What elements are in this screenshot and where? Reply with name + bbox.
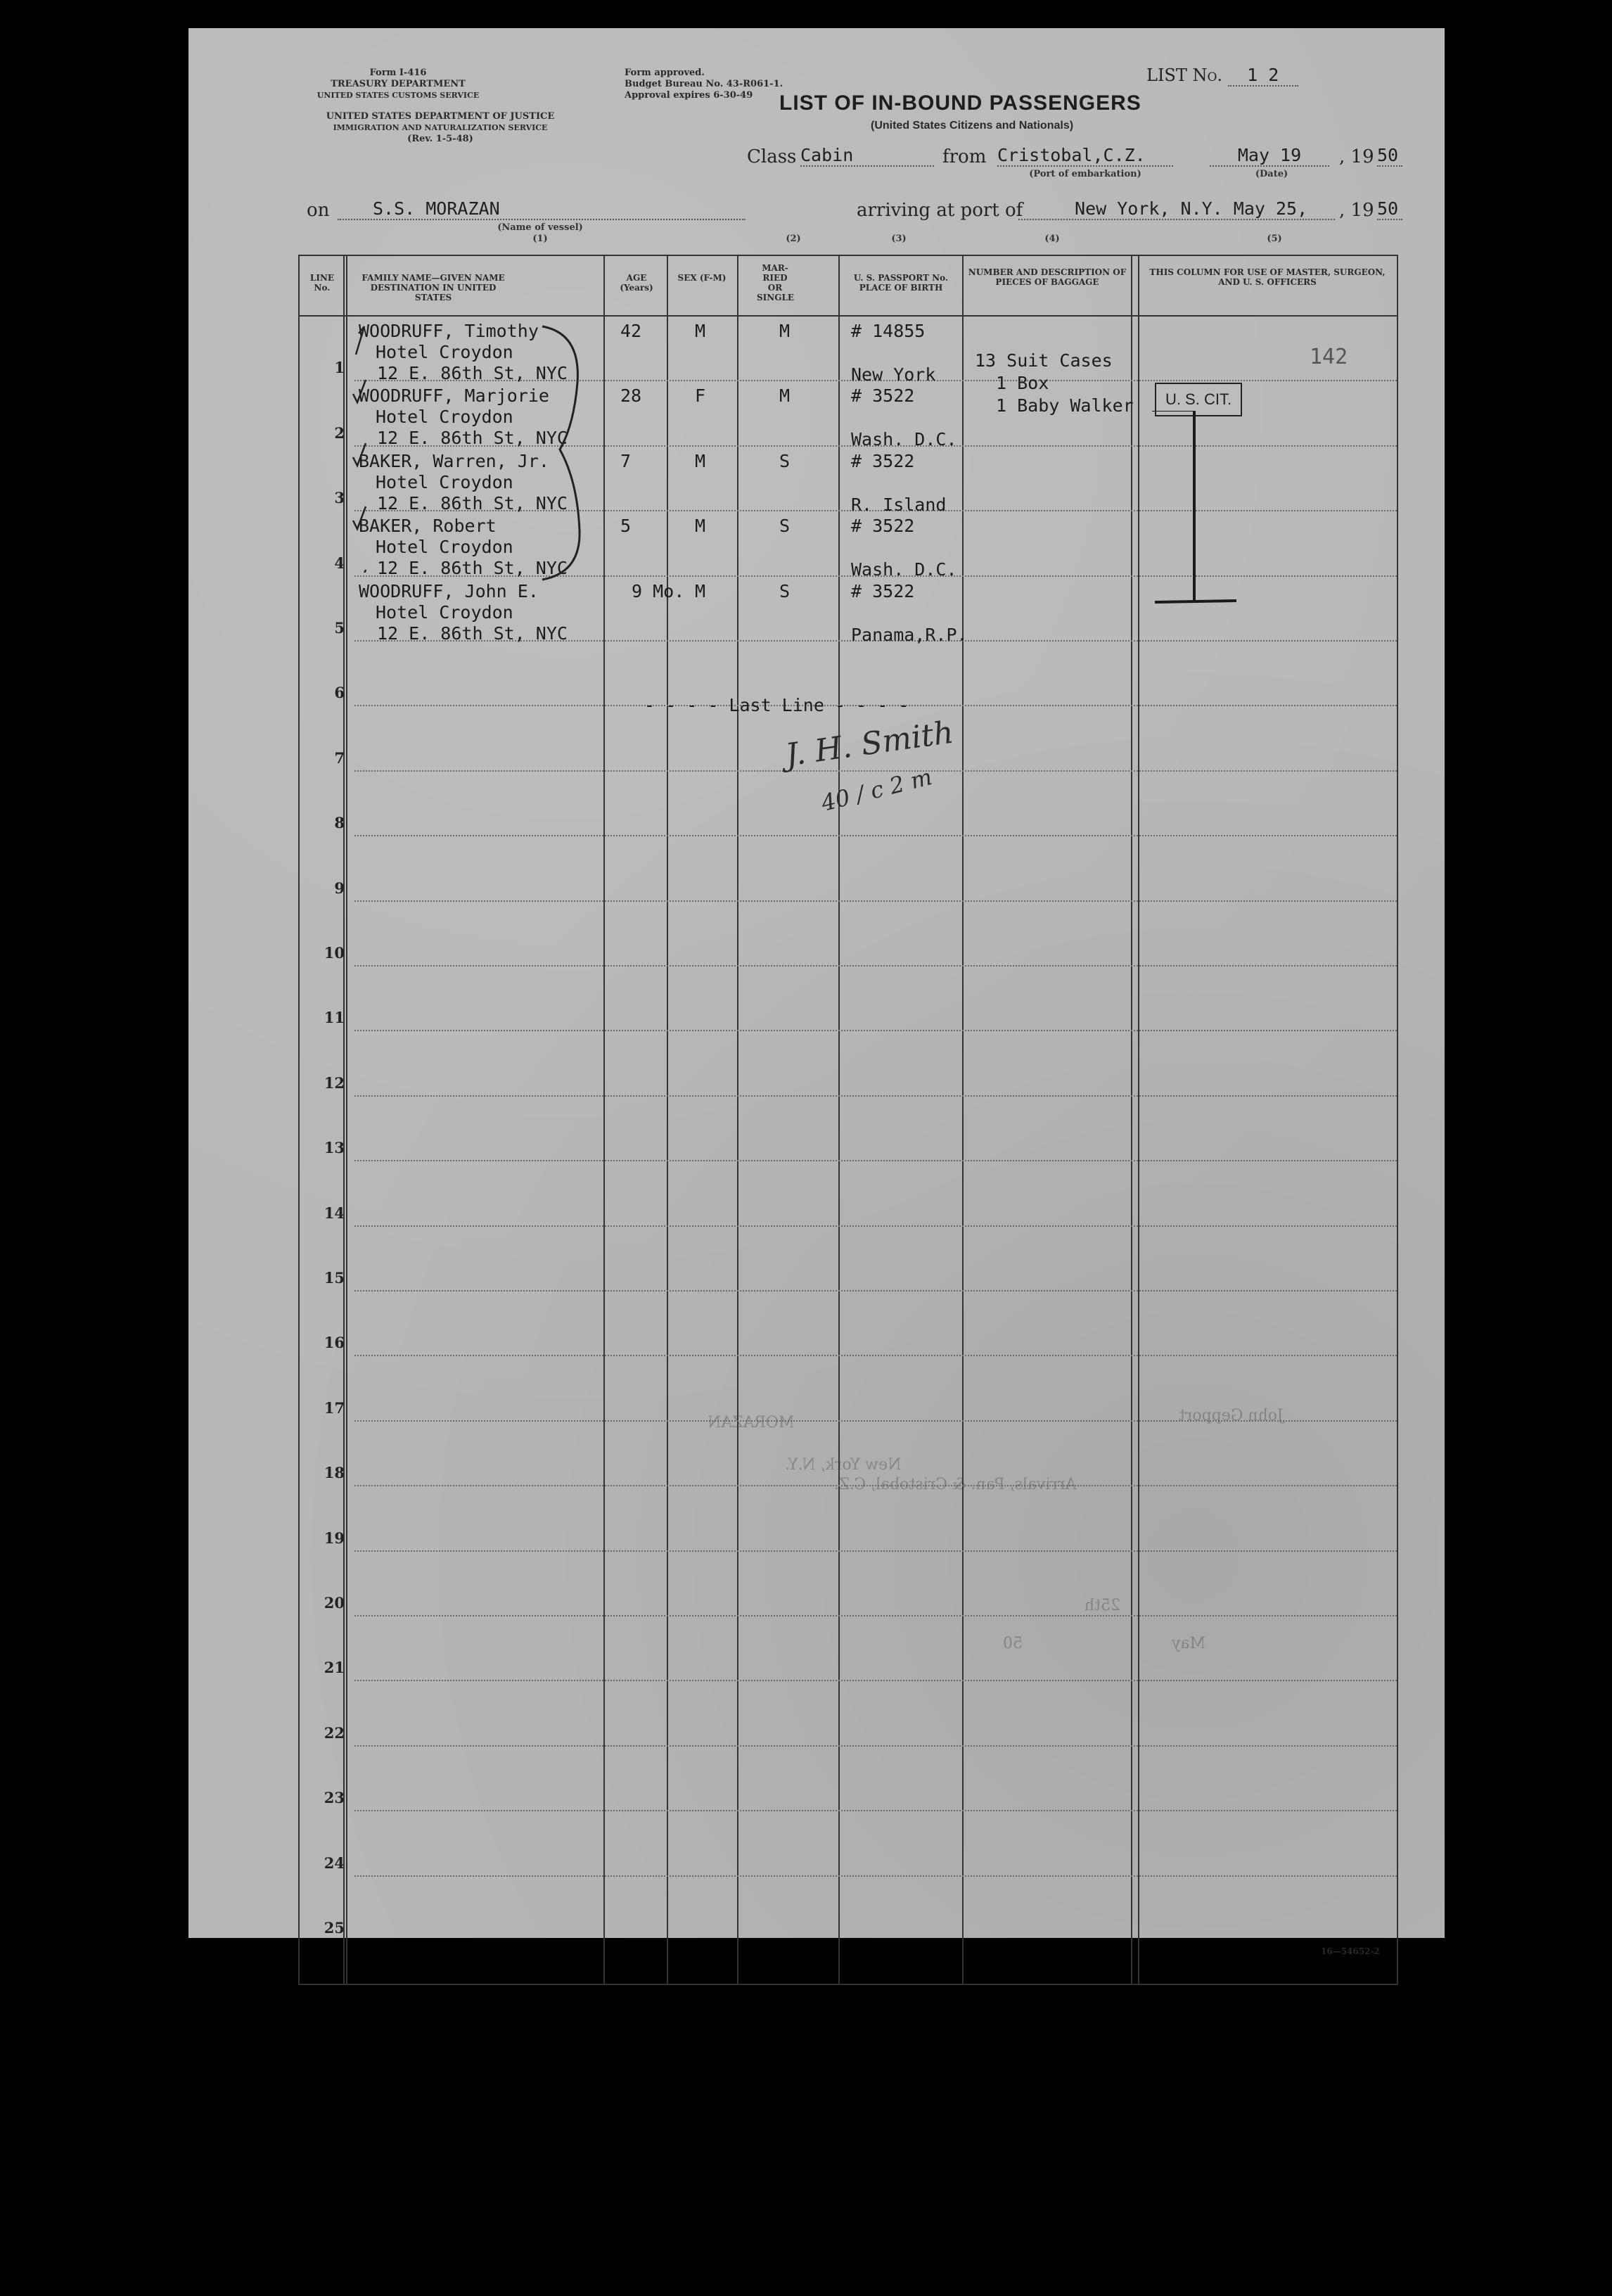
date-caption: (Date) [1255, 169, 1288, 179]
us-citizen-stamp: U. S. CIT. [1155, 383, 1242, 416]
passenger-destination: Hotel Croydon [376, 471, 513, 492]
passenger-sex: M [695, 450, 706, 471]
family-bracket [539, 319, 602, 587]
passenger-birthplace: Wash. D.C. [851, 559, 957, 580]
approval-line: Approval expires 6-30-49 [625, 90, 753, 101]
row-divider [354, 1095, 1397, 1097]
col-head-married: MAR- RIED OR SINGLE [757, 263, 795, 302]
line-number: 12 [324, 1073, 345, 1092]
line-number: 8 [334, 814, 345, 832]
list-no [1146, 65, 1298, 87]
bleed-text: May [1172, 1635, 1206, 1652]
passenger-birthplace: R. Island [851, 494, 947, 515]
line-number: 19 [324, 1529, 345, 1547]
vessel-col-num: (1) [532, 234, 548, 244]
passenger-name: WOODRUFF, John E. [359, 580, 539, 601]
col-divider [1138, 256, 1139, 1984]
passenger-age: 42 [620, 321, 642, 341]
line-number: 7 [334, 748, 345, 767]
line-number: 22 [324, 1723, 345, 1742]
row-divider [354, 900, 1397, 902]
passenger-age: 5 [620, 516, 632, 537]
officer-bracket [1148, 411, 1239, 622]
col-divider [1131, 256, 1132, 1984]
bleed-text: John Gepport [1179, 1407, 1284, 1424]
customs-service: UNITED STATES CUSTOMS SERVICE [316, 91, 480, 100]
col-head-age: AGE (Years) [620, 273, 653, 293]
col-head-name: FAMILY NAME—GIVEN NAME DESTINATION IN UNITED STATES [362, 273, 505, 302]
col-head-baggage: NUMBER AND DESCRIPTION OF PIECES OF BAGGAGE [968, 267, 1127, 287]
passenger-passport: # 3522 [851, 450, 915, 471]
col-head-officers: THIS COLUMN FOR USE OF MASTER, SURGEON, AND U. S. OFFICERS [1149, 267, 1386, 287]
row-divider [354, 1875, 1397, 1877]
bleed-text: 50 [1003, 1635, 1023, 1652]
vessel-value: S.S. MORAZAN [338, 198, 746, 220]
year-prefix: , 19 [1339, 146, 1374, 167]
treasury-dept: TREASURY DEPARTMENT [331, 79, 466, 89]
handwritten-signature: J. H. Smith [783, 714, 956, 774]
baggage-item: 1 Box [996, 373, 1049, 393]
passenger-age: 9 Mo. [632, 580, 685, 601]
row-divider [354, 965, 1397, 967]
line-number: 14 [324, 1204, 345, 1222]
passenger-sex: M [695, 321, 706, 341]
passenger-marital: S [779, 580, 791, 601]
justice-dept: UNITED STATES DEPARTMENT OF JUSTICE [326, 111, 555, 122]
passenger-passport: # 3522 [851, 580, 915, 601]
line-number: 20 [324, 1594, 345, 1612]
bleed-text: MORAZAN [708, 1414, 795, 1431]
form-id-block [293, 68, 504, 101]
line-number: 21 [324, 1659, 345, 1677]
col-head-line-no: LINE No. [309, 273, 335, 293]
port-caption: (Port of embarkation) [1029, 169, 1141, 179]
passenger-address: 12 E. 86th St, NYC [377, 623, 568, 644]
check-marks [349, 319, 377, 573]
line-number: 23 [324, 1789, 345, 1807]
passenger-passport: # 14855 [851, 321, 926, 341]
col-divider [737, 256, 738, 1984]
vessel-caption: (Name of vessel) [497, 222, 583, 233]
line-number: 10 [324, 944, 345, 962]
page-title: LIST OF IN-BOUND PASSENGERS [779, 91, 1141, 115]
passenger-marital: M [779, 321, 791, 341]
passenger-birthplace: Panama,R.P. [851, 624, 968, 645]
officer-number: 142 [1310, 345, 1348, 369]
line-number: 16 [324, 1334, 345, 1352]
passenger-address: 12 E. 86th St, NYC [377, 363, 568, 383]
passenger-age: 28 [620, 385, 642, 407]
row-divider [354, 835, 1397, 836]
approval-block [625, 68, 783, 101]
col-num-5: (5) [1267, 234, 1282, 244]
col-divider [346, 256, 347, 1984]
passenger-address: 12 E. 86th St, NYC [377, 492, 568, 514]
date-value: May 19 [1210, 145, 1329, 167]
passenger-sex: M [695, 516, 706, 537]
ins-service: IMMIGRATION AND NATURALIZATION SERVICE [333, 123, 548, 132]
last-line-marker: - - - - Last Line - - - - [644, 695, 909, 715]
passenger-marital: S [779, 516, 791, 537]
arriving-label: arriving at port of [857, 200, 1023, 221]
passenger-destination: Hotel Croydon [376, 537, 513, 558]
col-divider [667, 256, 668, 1984]
line-number: 11 [324, 1009, 345, 1027]
handwritten-note: 40 / c 2 m [818, 763, 935, 817]
line-number: 3 [334, 489, 345, 507]
row-divider [354, 1745, 1397, 1747]
passenger-name: WOODRUFF, Marjorie [359, 385, 549, 407]
col-num-4: (4) [1044, 234, 1060, 244]
line-number: 4 [334, 554, 345, 572]
col-head-sex: SEX (F-M) [677, 273, 727, 283]
bleed-text: New York, N.Y. [785, 1456, 902, 1474]
year-value: 50 [1377, 145, 1402, 167]
col-num-3: (3) [891, 234, 907, 244]
line-number: 25 [324, 1919, 345, 1937]
justice-block [307, 111, 574, 145]
from-value: Cristobal,C.Z. [997, 145, 1173, 167]
passenger-destination: Hotel Croydon [376, 601, 513, 623]
row-divider [354, 770, 1397, 772]
bleed-text: Arrivals, Pan. & Cristobal, C.Z. [834, 1476, 1077, 1493]
passenger-address: 12 E. 86th St, NYC [377, 558, 568, 579]
passenger-birthplace: Wash. D.C. [851, 429, 957, 450]
col-divider [603, 256, 605, 1984]
passenger-sex: M [695, 580, 706, 601]
line-number: 9 [334, 879, 345, 897]
revision-date: (Rev. 1-5-48) [407, 134, 473, 144]
baggage-item: 1 Baby Walker [996, 395, 1134, 416]
footer-code: 16—54652-2 [1321, 1946, 1380, 1956]
approval-line: Form approved. [625, 68, 705, 78]
passenger-sex: F [695, 385, 706, 407]
passenger-name: BAKER, Robert [359, 516, 497, 537]
passenger-name: BAKER, Warren, Jr. [359, 450, 549, 471]
header-divider [300, 315, 1397, 317]
passenger-destination: Hotel Croydon [376, 342, 513, 362]
arrival-year-value: 50 [1377, 198, 1402, 220]
passenger-manifest-page [188, 28, 1445, 1956]
row-divider [354, 1225, 1397, 1227]
passenger-birthplace: New York [851, 364, 936, 385]
col-num-2: (2) [786, 234, 801, 244]
col-head-passport: U. S. PASSPORT No. PLACE OF BIRTH [853, 273, 949, 293]
row-divider [354, 1290, 1397, 1292]
line-number: 18 [324, 1464, 345, 1482]
line-number: 13 [324, 1139, 345, 1157]
from-label: from [942, 146, 987, 167]
row-divider [354, 1160, 1397, 1161]
bleed-text: 25th [1085, 1597, 1121, 1614]
line-number: 2 [334, 423, 345, 442]
col-divider [838, 256, 840, 1984]
passenger-destination: Hotel Croydon [376, 407, 513, 428]
baggage-item: 13 Suit Cases [975, 350, 1113, 371]
arrival-value: New York, N.Y. May 25, [1018, 198, 1335, 220]
row-divider [354, 1550, 1397, 1552]
list-no-value: 1 2 [1228, 65, 1298, 87]
on-label: on [307, 200, 330, 221]
list-no-label: LIST No. [1146, 65, 1223, 85]
line-number: 24 [324, 1854, 345, 1872]
form-number: Form I-416 [369, 68, 427, 78]
row-divider [354, 1355, 1397, 1356]
line-number: 6 [334, 684, 345, 702]
class-value: Cabin [800, 145, 934, 167]
passenger-marital: S [779, 450, 791, 471]
row-divider [354, 1810, 1397, 1811]
line-number: 17 [324, 1398, 345, 1417]
arrival-year-prefix: , 19 [1339, 200, 1374, 221]
passenger-passport: # 3522 [851, 516, 915, 537]
approval-line: Budget Bureau No. 43-R061-1. [625, 79, 783, 89]
row-divider [354, 1615, 1397, 1616]
passenger-age: 7 [620, 450, 632, 471]
line-number: 15 [324, 1269, 345, 1287]
row-divider [354, 1030, 1397, 1031]
passenger-passport: # 3522 [851, 385, 915, 407]
passenger-name: WOODRUFF, Timothy [359, 321, 539, 341]
passenger-marital: M [779, 385, 791, 407]
col-divider [962, 256, 964, 1984]
class-label: Class [747, 146, 797, 167]
page-subtitle: (United States Citizens and Nationals) [871, 120, 1074, 132]
row-divider [354, 1680, 1397, 1681]
passenger-address: 12 E. 86th St, NYC [377, 428, 568, 449]
line-number: 5 [334, 619, 345, 637]
passenger-table [298, 255, 1398, 1985]
line-number: 1 [334, 359, 345, 377]
